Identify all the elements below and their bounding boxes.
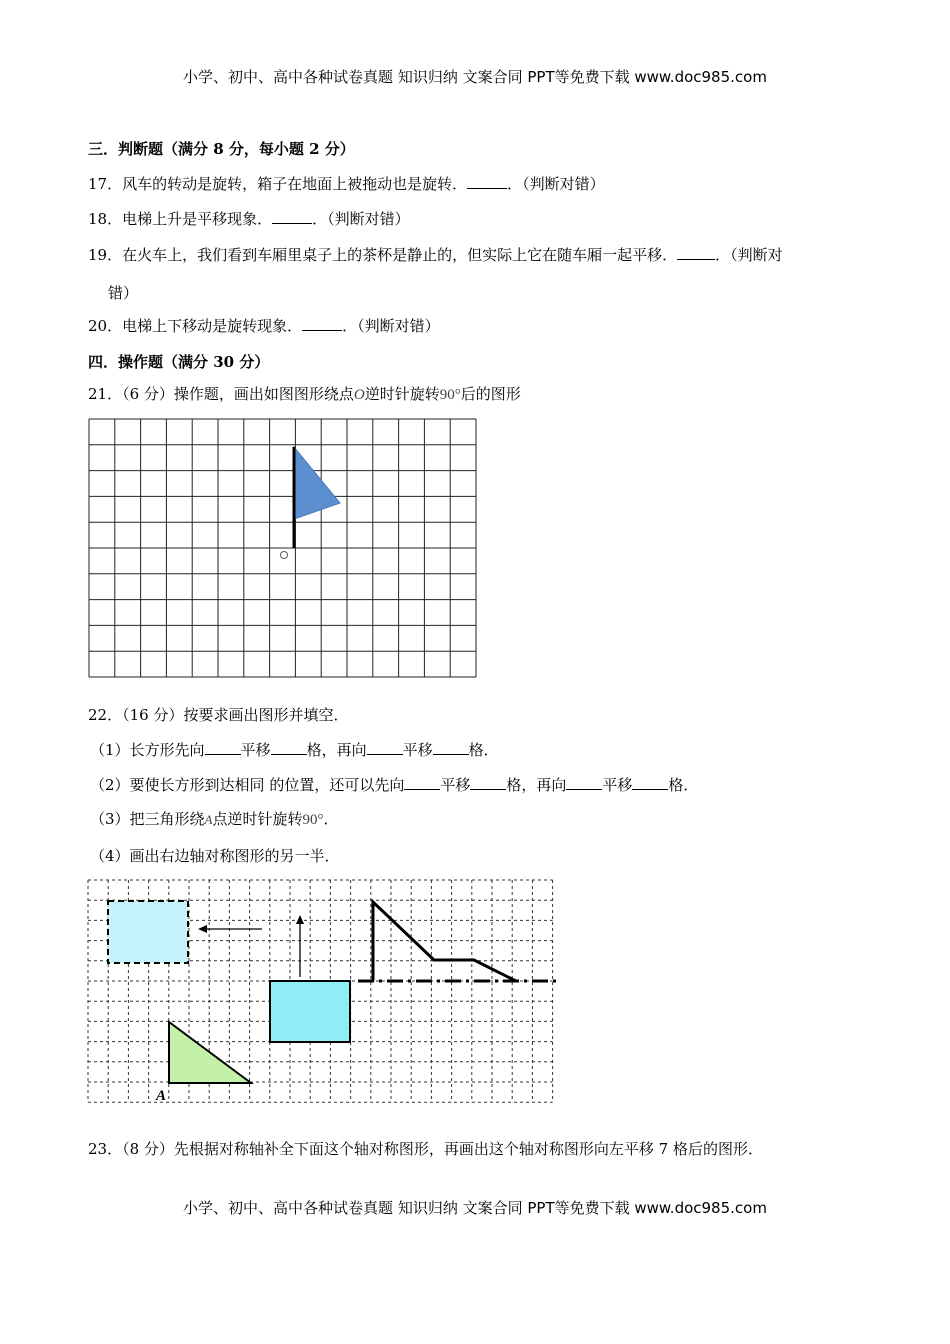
q22-p1-text-b: 平移 [240,741,271,759]
section-4-title: 四．操作题（满分 30 分） [88,353,270,371]
q19-text: 19．在火车上，我们看到车厢里桌子上的茶杯是静止的，但实际上它在随车厢一起平移． [88,246,678,264]
question-22-part-3 [90,808,339,829]
q22-dashed-rectangle [108,901,188,963]
page-footer: 小学、初中、高中各种试卷真题 知识归纳 文案合同 PPT等免费下载 www.doc985.com [183,1199,767,1217]
q17-blank[interactable] [467,174,507,189]
q20-suffix: ．（判断对错） [342,317,440,335]
q17-text: 17．风车的转动是旋转，箱子在地面上被拖动也是旋转． [88,175,468,193]
question-22-title: 22．（16 分）按要求画出图形并填空． [88,706,349,724]
question-22-part-4: （4）画出右边轴对称图形的另一半． [90,847,340,865]
q20-text: 20．电梯上下移动是旋转现象． [88,317,303,335]
q22-left-arrow-head [198,925,207,933]
q22-p3-point-a: A [204,812,213,827]
q22-p1-blank-2[interactable] [271,740,307,755]
question-23: 23．（8 分）先根据对称轴补全下面这个轴对称图形，再画出这个轴对称图形向左平移 7 格后的图形． [88,1140,763,1158]
section-3-title: 三．判断题（满分 8 分，每小题 2 分） [88,140,355,158]
q22-p2-text-a: （2）要使长方形到达相同 的位置，还可以先向 [90,776,405,794]
question-19-continued: 错） [108,284,139,302]
q19-suffix: ．（判断对 [715,246,783,264]
q21-grid-figure[interactable] [86,416,478,684]
q17-suffix: ．（判断对错） [507,175,605,193]
q22-p1-text-c: 格，再向 [306,741,367,759]
q21-text-mid: 逆时针旋转 [364,385,440,403]
q22-p2-blank-1[interactable] [404,775,440,790]
q21-blue-triangle [294,447,340,519]
q22-p2-text-b: 平移 [440,776,471,794]
q22-p2-blank-2[interactable] [470,775,506,790]
q22-p1-blank-4[interactable] [433,740,469,755]
q21-text-end: 后的图形 [460,385,521,403]
q22-p2-text-e: 格． [668,776,699,794]
q22-p2-text-d: 平移 [602,776,633,794]
q22-p2-blank-3[interactable] [566,775,602,790]
q18-suffix: ．（判断对错） [312,210,410,228]
q22-p1-text-e: 格． [468,741,499,759]
q22-p1-text-a: （1）长方形先向 [90,741,205,759]
q22-p1-blank-1[interactable] [205,740,241,755]
q20-blank[interactable] [302,316,342,331]
q22-p2-text-c: 格，再向 [506,776,567,794]
q18-text: 18．电梯上升是平移现象． [88,210,273,228]
question-17 [88,173,605,194]
q22-solid-rectangle [270,981,350,1042]
q22-p1-text-d: 平移 [402,741,433,759]
question-19 [88,244,783,265]
q22-up-arrow-head [296,915,304,924]
question-22-part-1 [90,739,499,760]
question-18 [88,208,410,229]
question-22-part-2 [90,774,698,795]
q22-green-triangle [169,1022,251,1083]
q22-p3-degree: 90° [302,812,324,828]
question-21 [88,383,521,404]
q22-grid-figure[interactable] [86,876,558,1108]
q21-text: 21．（6 分）操作题，画出如图图形绕点 [88,385,354,403]
q21-degree: 90° [439,387,461,403]
q19-blank[interactable] [677,245,715,260]
page-header: 小学、初中、高中各种试卷真题 知识归纳 文案合同 PPT等免费下载 www.doc985.com [183,68,767,86]
q22-p3-text-c: ． [323,810,339,828]
q21-point-o-marker [281,552,288,559]
q22-p1-blank-3[interactable] [367,740,403,755]
q22-p3-text-b: 点逆时针旋转 [212,810,303,828]
q22-point-a-label: A [156,1088,167,1104]
q21-point-o: O [353,387,365,403]
q22-p2-blank-4[interactable] [632,775,668,790]
q18-blank[interactable] [272,209,312,224]
q22-p3-text-a: （3）把三角形绕 [90,810,205,828]
question-20 [88,315,440,336]
q22-half-figure [373,902,516,981]
